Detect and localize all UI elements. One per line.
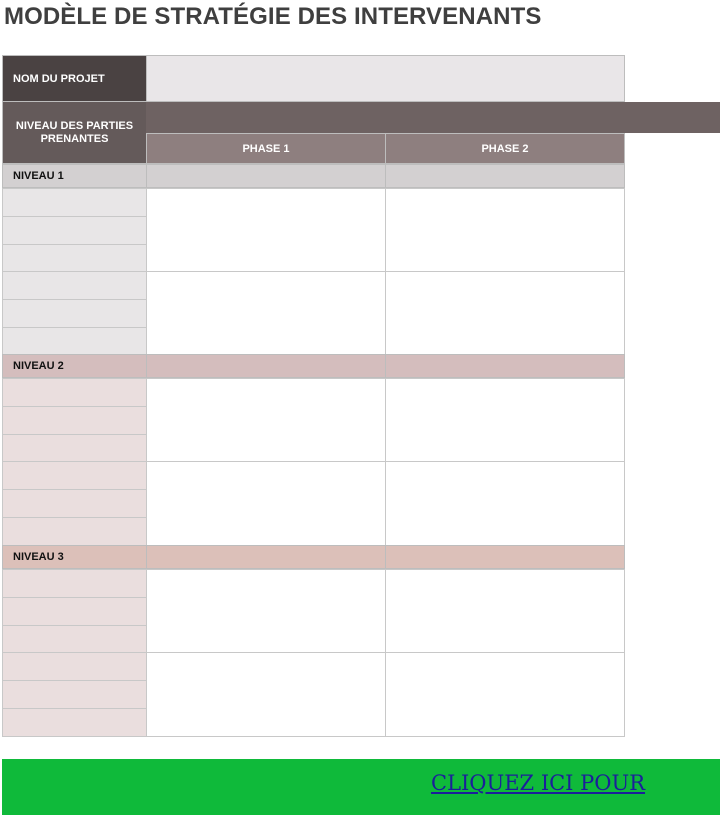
stakeholder-cell[interactable] [2,244,147,273]
level-3-phase-2-band [385,545,625,569]
level-1-phase-2-band [385,164,625,188]
level-1-label: NIVEAU 1 [13,170,64,182]
level-1-header [2,164,147,188]
level-2-phase-2-band [385,354,625,378]
project-name-label-text: NOM DU PROJET [13,72,105,85]
phase-1-cell[interactable] [146,569,386,654]
stakeholder-cell[interactable] [2,299,147,328]
stakeholder-cell[interactable] [2,378,147,407]
phase-1-cell[interactable] [146,652,386,737]
stakeholder-cell[interactable] [2,517,147,546]
phase-1-cell[interactable] [146,378,386,463]
level-2-phase-1-band [146,354,386,378]
level-3-label: NIVEAU 3 [13,551,64,563]
stakeholder-cell[interactable] [2,489,147,518]
phase-1-cell[interactable] [146,271,386,356]
level-2-label: NIVEAU 2 [13,360,64,372]
phase-2-cell[interactable] [385,652,625,737]
stakeholder-cell[interactable] [2,625,147,654]
project-name-label [2,55,147,102]
phase-2-cell[interactable] [385,188,625,273]
project-name-input[interactable] [146,55,625,102]
phase-2-cell[interactable] [385,569,625,654]
phase-1-header [146,133,386,164]
phase-2-cell[interactable] [385,461,625,546]
stakeholder-cell[interactable] [2,652,147,681]
stakeholder-cell[interactable] [2,569,147,598]
stakeholder-cell[interactable] [2,216,147,245]
phase-2-header [385,133,625,164]
stakeholder-cell[interactable] [2,680,147,709]
page-title: MODÈLE DE STRATÉGIE DES INTERVENANTS [4,3,542,30]
phase-1-cell[interactable] [146,188,386,273]
stakeholder-level-header-text: NIVEAU DES PARTIES PRENANTES [15,119,134,145]
phase-1-cell[interactable] [146,461,386,546]
stakeholder-cell[interactable] [2,406,147,435]
phase-2-header-text: PHASE 2 [481,142,529,155]
stakeholder-cell[interactable] [2,271,147,300]
phase-2-cell[interactable] [385,378,625,463]
level-3-header [2,545,147,569]
level-1-phase-1-band [146,164,386,188]
stakeholder-cell[interactable] [2,708,147,737]
stakeholder-cell[interactable] [2,461,147,490]
stakeholder-cell[interactable] [2,188,147,217]
stakeholder-cell[interactable] [2,327,147,356]
phase-2-cell[interactable] [385,271,625,356]
level-3-phase-1-band [146,545,386,569]
stakeholder-cell[interactable] [2,434,147,463]
phase-1-header-text: PHASE 1 [242,142,290,155]
cta-link[interactable]: CLIQUEZ ICI POUR [431,771,646,795]
level-2-header [2,354,147,378]
stakeholder-cell[interactable] [2,597,147,626]
phase-header-band [146,102,720,133]
stakeholder-level-header [2,101,147,164]
